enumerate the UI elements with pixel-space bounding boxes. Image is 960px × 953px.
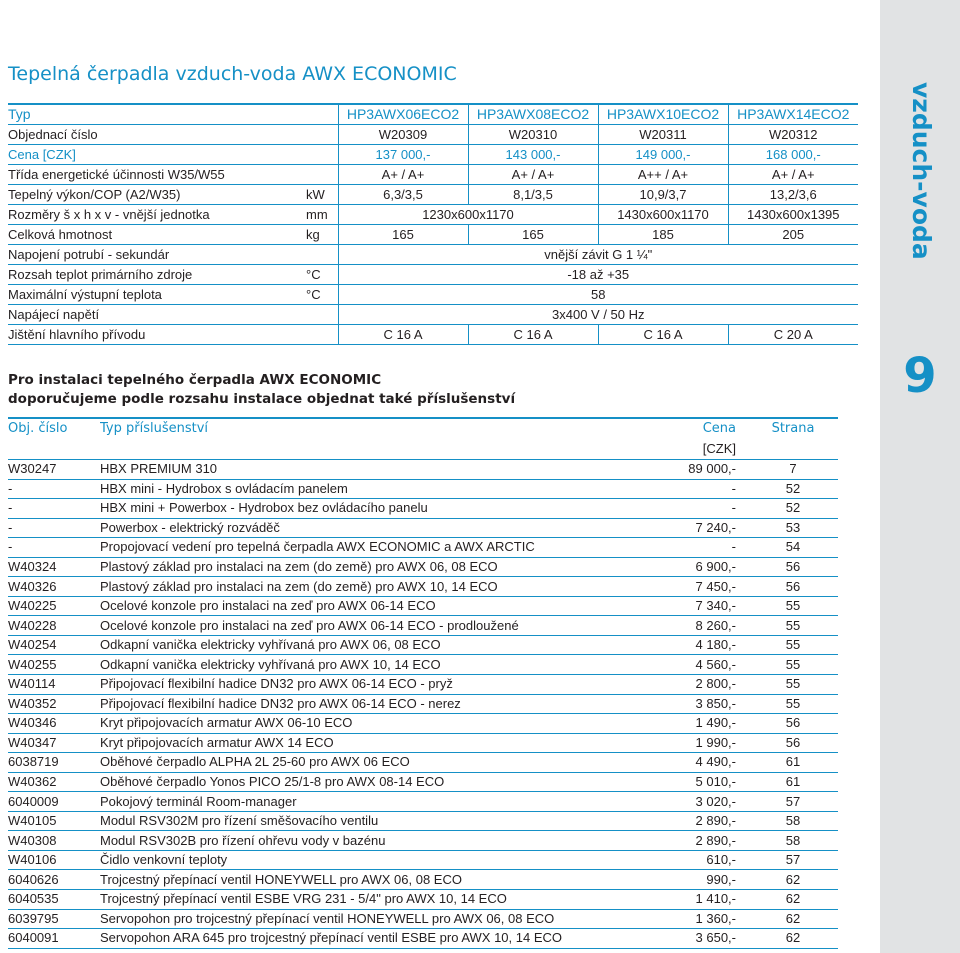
accessory-price: 3 850,-: [608, 694, 748, 714]
table-row: [8, 890, 838, 910]
accessory-name: Plastový základ pro instalaci na zem (do země) pro AWX 10, 14 ECO: [100, 577, 608, 597]
table-row: [8, 596, 838, 616]
table-row: [8, 870, 838, 890]
accessory-code: 6040535: [8, 890, 100, 910]
spec-table: [8, 103, 858, 345]
accessory-name: HBX mini + Powerbox - Hydrobox bez ovládacího panelu: [100, 499, 608, 519]
spec-row: [8, 305, 858, 325]
table-row: [8, 538, 838, 558]
accessory-price: 4 490,-: [608, 753, 748, 773]
accessory-page: 62: [748, 929, 838, 949]
table-row: [8, 753, 838, 773]
accessory-price: -: [608, 538, 748, 558]
table-row: [8, 772, 838, 792]
accessory-name: Kryt připojovacích armatur AWX 06-10 ECO: [100, 714, 608, 734]
accessory-code: 6038719: [8, 753, 100, 773]
accessory-price: 2 890,-: [608, 831, 748, 851]
accessory-name: Ocelové konzole pro instalaci na zeď pro AWX 06-14 ECO: [100, 596, 608, 616]
accessories-title: [8, 371, 515, 409]
accessory-price: 5 010,-: [608, 772, 748, 792]
table-row: [8, 635, 838, 655]
spec-row-value: C 16 A: [338, 325, 468, 345]
accessory-page: 61: [748, 772, 838, 792]
accessory-price: 8 260,-: [608, 616, 748, 636]
spec-row-label: Tepelný výkon/COP (A2/W35): [8, 185, 298, 205]
accessory-page: 55: [748, 596, 838, 616]
spec-row-value: 168 000,-: [728, 145, 858, 165]
accessory-price: 4 180,-: [608, 635, 748, 655]
accessory-price: 610,-: [608, 850, 748, 870]
table-row: [8, 831, 838, 851]
accessories-title-line2: doporučujeme podle rozsahu instalace objednat také příslušenství: [8, 391, 516, 407]
spec-model-name: HP3AWX06ECO2: [338, 104, 468, 125]
accessory-code: W40106: [8, 850, 100, 870]
accessory-page: 55: [748, 655, 838, 675]
accessory-code: W40347: [8, 733, 100, 753]
spec-row-value: 10,9/3,7: [598, 185, 728, 205]
spec-row: [8, 185, 858, 205]
side-tab-word: vzduch-voda: [907, 82, 936, 260]
spec-row-label: Napojení potrubí - sekundár: [8, 245, 298, 265]
accessory-page: 7: [748, 460, 838, 480]
accessory-name: Propojovací vedení pro tepelná čerpadla AWX ECONOMIC a AWX ARCTIC: [100, 538, 608, 558]
spec-row-unit: kW: [298, 185, 338, 205]
accessory-name: Připojovací flexibilní hadice DN32 pro AWX 06-14 ECO - nerez: [100, 694, 608, 714]
accessory-price: 1 360,-: [608, 909, 748, 929]
spec-row-unit: [298, 325, 338, 345]
spec-row-value: A+ / A+: [338, 165, 468, 185]
accessory-name: Pokojový terminál Room-manager: [100, 792, 608, 812]
table-row: [8, 518, 838, 538]
table-row: [8, 479, 838, 499]
spec-row-value: W20311: [598, 125, 728, 145]
spec-row-label: Celková hmotnost: [8, 225, 298, 245]
accessory-name: Připojovací flexibilní hadice DN32 pro AWX 06-14 ECO - pryž: [100, 675, 608, 695]
spec-row: [8, 285, 858, 305]
accessories-header-row: [8, 418, 838, 439]
table-row: [8, 694, 838, 714]
accessory-name: Trojcestný přepínací ventil ESBE VRG 231 - 5/4" pro AWX 10, 14 ECO: [100, 890, 608, 910]
spec-row-label: Třída energetické účinnosti W35/W55: [8, 165, 298, 185]
accessory-code: W40228: [8, 616, 100, 636]
table-row: [8, 850, 838, 870]
column-header-type: Typ příslušenství: [100, 418, 608, 439]
accessory-name: Modul RSV302B pro řízení ohřevu vody v bazénu: [100, 831, 608, 851]
accessory-price: 1 990,-: [608, 733, 748, 753]
accessory-code: W30247: [8, 460, 100, 480]
accessory-price: 6 900,-: [608, 557, 748, 577]
accessory-name: Trojcestný přepínací ventil HONEYWELL pro AWX 06, 08 ECO: [100, 870, 608, 890]
accessory-page: 57: [748, 850, 838, 870]
spec-row-label: Objednací číslo: [8, 125, 298, 145]
accessories-title-line1: Pro instalaci tepelného čerpadla AWX ECONOMIC: [8, 372, 382, 388]
spec-header-row: [8, 104, 858, 125]
accessory-price: 2 800,-: [608, 675, 748, 695]
spec-row: [8, 125, 858, 145]
accessory-price: -: [608, 499, 748, 519]
accessory-name: Ocelové konzole pro instalaci na zeď pro AWX 06-14 ECO - prodloužené: [100, 616, 608, 636]
accessory-code: 6039795: [8, 909, 100, 929]
accessory-name: Odkapní vanička elektricky vyhřívaná pro AWX 06, 08 ECO: [100, 635, 608, 655]
accessory-code: W40255: [8, 655, 100, 675]
table-row: [8, 811, 838, 831]
spec-row-value: 6,3/3,5: [338, 185, 468, 205]
accessory-price: 7 340,-: [608, 596, 748, 616]
accessory-code: W40254: [8, 635, 100, 655]
accessory-price: 7 240,-: [608, 518, 748, 538]
spec-header-label: Typ: [8, 104, 298, 125]
spec-row-unit: [298, 305, 338, 325]
spec-row-value: 8,1/3,5: [468, 185, 598, 205]
spec-unit-cell: [298, 104, 338, 125]
accessory-code: 6040009: [8, 792, 100, 812]
accessory-page: 58: [748, 831, 838, 851]
spec-row-unit: [298, 165, 338, 185]
spec-row-value: 1430x600x1170: [598, 205, 728, 225]
table-row: [8, 909, 838, 929]
accessory-code: -: [8, 518, 100, 538]
accessory-name: Powerbox - elektrický rozváděč: [100, 518, 608, 538]
spec-row-value: C 16 A: [468, 325, 598, 345]
spec-row: [8, 325, 858, 345]
spec-row: [8, 265, 858, 285]
spec-row-value: W20310: [468, 125, 598, 145]
spec-row-unit: °C: [298, 285, 338, 305]
accessory-page: 55: [748, 616, 838, 636]
spec-row-unit: kg: [298, 225, 338, 245]
accessory-page: 52: [748, 479, 838, 499]
spec-row-value: A+ / A+: [468, 165, 598, 185]
table-row: [8, 733, 838, 753]
spec-row-unit: [298, 145, 338, 165]
spec-row-unit: [298, 125, 338, 145]
spec-row-value: W20309: [338, 125, 468, 145]
spec-row-label: Maximální výstupní teplota: [8, 285, 298, 305]
page-title: Tepelná čerpadla vzduch-voda AWX ECONOMIC: [8, 63, 457, 85]
accessory-name: Modul RSV302M pro řízení směšovacího ventilu: [100, 811, 608, 831]
spec-row-value: 3x400 V / 50 Hz: [338, 305, 858, 325]
accessory-page: 55: [748, 675, 838, 695]
accessory-code: W40105: [8, 811, 100, 831]
accessory-price: 3 020,-: [608, 792, 748, 812]
spec-row-label: Jištění hlavního přívodu: [8, 325, 298, 345]
accessory-price: 3 650,-: [608, 929, 748, 949]
accessory-name: Servopohon ARA 645 pro trojcestný přepínací ventil ESBE pro AWX 10, 14 ECO: [100, 929, 608, 949]
column-header-price-unit: [CZK]: [702, 441, 736, 456]
column-header-price: Cena: [608, 418, 748, 439]
spec-row-value: 149 000,-: [598, 145, 728, 165]
spec-model-name: HP3AWX08ECO2: [468, 104, 598, 125]
spec-row-value: W20312: [728, 125, 858, 145]
accessory-code: W40352: [8, 694, 100, 714]
accessory-price: 7 450,-: [608, 577, 748, 597]
column-header-code: Obj. číslo: [8, 418, 100, 439]
accessory-name: Servopohon pro trojcestný přepínací ventil HONEYWELL pro AWX 06, 08 ECO: [100, 909, 608, 929]
accessory-name: HBX PREMIUM 310: [100, 460, 608, 480]
table-row: [8, 616, 838, 636]
spec-row: [8, 245, 858, 265]
accessory-price: 1 410,-: [608, 890, 748, 910]
table-row: [8, 499, 838, 519]
accessory-name: Oběhové čerpadlo ALPHA 2L 25-60 pro AWX 06 ECO: [100, 753, 608, 773]
spec-row-value: 205: [728, 225, 858, 245]
spec-row-value: 165: [468, 225, 598, 245]
column-header-page: Strana: [748, 418, 838, 439]
spec-row-value: 1430x600x1395: [728, 205, 858, 225]
spec-row-value: 58: [338, 285, 858, 305]
spec-row-unit: mm: [298, 205, 338, 225]
accessory-name: Kryt připojovacích armatur AWX 14 ECO: [100, 733, 608, 753]
accessory-page: 55: [748, 694, 838, 714]
accessory-code: 6040626: [8, 870, 100, 890]
accessories-table: [8, 417, 838, 949]
side-tab-number: 9: [903, 348, 937, 404]
accessory-name: Odkapní vanička elektricky vyhřívaná pro AWX 10, 14 ECO: [100, 655, 608, 675]
accessory-code: 6040091: [8, 929, 100, 949]
table-row: [8, 655, 838, 675]
accessory-page: 58: [748, 811, 838, 831]
accessory-page: 52: [748, 499, 838, 519]
spec-model-name: HP3AWX14ECO2: [728, 104, 858, 125]
spec-row: [8, 205, 858, 225]
accessory-name: HBX mini - Hydrobox s ovládacím panelem: [100, 479, 608, 499]
accessory-code: W40324: [8, 557, 100, 577]
accessory-name: Čidlo venkovní teploty: [100, 850, 608, 870]
accessory-price: 2 890,-: [608, 811, 748, 831]
accessory-page: 56: [748, 577, 838, 597]
spec-row-value: 143 000,-: [468, 145, 598, 165]
accessory-price: 1 490,-: [608, 714, 748, 734]
accessory-code: -: [8, 499, 100, 519]
accessory-code: -: [8, 479, 100, 499]
accessory-page: 53: [748, 518, 838, 538]
spec-row: [8, 145, 858, 165]
spec-row: [8, 165, 858, 185]
accessory-page: 56: [748, 557, 838, 577]
accessory-page: 62: [748, 890, 838, 910]
accessory-code: W40114: [8, 675, 100, 695]
spec-row-value: 165: [338, 225, 468, 245]
spec-row-value: 13,2/3,6: [728, 185, 858, 205]
spec-row-value: 1230x600x1170: [338, 205, 598, 225]
spec-row-label: Rozměry š x h x v - vnější jednotka: [8, 205, 298, 225]
accessory-page: 56: [748, 714, 838, 734]
spec-row-unit: °C: [298, 265, 338, 285]
spec-row-value: 137 000,-: [338, 145, 468, 165]
spec-row-value: 185: [598, 225, 728, 245]
accessory-price: -: [608, 479, 748, 499]
accessory-page: 55: [748, 635, 838, 655]
spec-row-value: A++ / A+: [598, 165, 728, 185]
spec-row-value: C 16 A: [598, 325, 728, 345]
table-row: [8, 460, 838, 480]
accessory-page: 62: [748, 870, 838, 890]
accessory-code: -: [8, 538, 100, 558]
spec-row-value: C 20 A: [728, 325, 858, 345]
spec-row: [8, 225, 858, 245]
accessory-code: W40326: [8, 577, 100, 597]
spec-row-value: -18 až +35: [338, 265, 858, 285]
table-row: [8, 929, 838, 949]
accessory-page: 56: [748, 733, 838, 753]
accessory-page: 54: [748, 538, 838, 558]
accessory-code: W40346: [8, 714, 100, 734]
table-row: [8, 577, 838, 597]
accessory-code: W40225: [8, 596, 100, 616]
accessory-price: 89 000,-: [608, 460, 748, 480]
spec-row-unit: [298, 245, 338, 265]
spec-row-value: vnější závit G 1 ¼": [338, 245, 858, 265]
spec-row-value: A+ / A+: [728, 165, 858, 185]
accessory-price: 4 560,-: [608, 655, 748, 675]
accessory-name: Plastový základ pro instalaci na zem (do země) pro AWX 06, 08 ECO: [100, 557, 608, 577]
spec-model-name: HP3AWX10ECO2: [598, 104, 728, 125]
accessory-page: 61: [748, 753, 838, 773]
table-row: [8, 675, 838, 695]
accessory-code: W40308: [8, 831, 100, 851]
accessory-price: 990,-: [608, 870, 748, 890]
accessory-page: 62: [748, 909, 838, 929]
spec-row-label: Cena [CZK]: [8, 145, 298, 165]
table-row: [8, 714, 838, 734]
table-row: [8, 557, 838, 577]
accessories-unit-row: [8, 439, 838, 460]
table-row: [8, 792, 838, 812]
spec-row-label: Napájecí napětí: [8, 305, 298, 325]
spec-row-label: Rozsah teplot primárního zdroje: [8, 265, 298, 285]
accessory-code: W40362: [8, 772, 100, 792]
accessory-name: Oběhové čerpadlo Yonos PICO 25/1-8 pro AWX 08-14 ECO: [100, 772, 608, 792]
accessory-page: 57: [748, 792, 838, 812]
